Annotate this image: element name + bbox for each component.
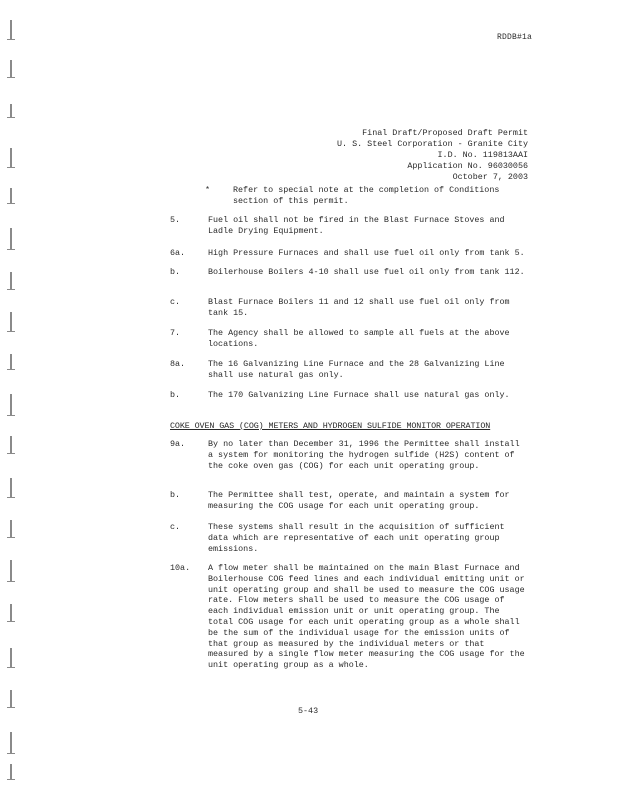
margin-mark bbox=[10, 228, 12, 250]
condition-text: The Permittee shall test, operate, and maintain a system for measuring the COG usage for each unit operating group. bbox=[208, 490, 510, 511]
page-number: 5-43 bbox=[298, 706, 319, 716]
margin-mark bbox=[10, 764, 12, 780]
permit-header bbox=[300, 128, 528, 183]
margin-mark bbox=[10, 648, 12, 668]
condition-number: 6a. bbox=[170, 248, 186, 258]
condition-number: b. bbox=[170, 267, 181, 277]
condition-number: b. bbox=[170, 490, 181, 500]
margin-mark bbox=[10, 272, 12, 290]
margin-mark bbox=[10, 354, 12, 370]
margin-mark bbox=[10, 312, 12, 332]
condition-text: By no later than December 31, 1996 the Permittee shall install a system for monitoring the hydrogen sulfide (H2S) content of the coke oven gas (COG) for each unit operating group. bbox=[208, 439, 520, 471]
margin-mark bbox=[10, 520, 12, 538]
condition-text: Blast Furnace Boilers 11 and 12 shall use fuel oil only from tank 15. bbox=[208, 297, 510, 318]
header-line: October 7, 2003 bbox=[452, 171, 528, 182]
condition-text: High Pressure Furnaces and shall use fuel oil only from tank 5. bbox=[208, 248, 525, 258]
margin-mark bbox=[10, 560, 12, 582]
condition-text: The Agency shall be allowed to sample all fuels at the above locations. bbox=[208, 328, 510, 349]
document-id: RDDB#1a bbox=[497, 33, 533, 42]
margin-mark bbox=[10, 20, 12, 40]
margin-mark bbox=[10, 394, 12, 416]
margin-mark bbox=[10, 690, 12, 708]
condition-number: 8a. bbox=[170, 359, 186, 369]
margin-mark bbox=[10, 732, 12, 754]
condition-number: c. bbox=[170, 297, 181, 307]
condition-number: 5. bbox=[170, 215, 181, 225]
condition-text: The 16 Galvanizing Line Furnace and the 28 Galvanizing Line shall use natural gas only. bbox=[208, 359, 505, 380]
margin-mark bbox=[10, 188, 12, 204]
header-line: I.D. No. 119813AAI bbox=[437, 149, 528, 160]
margin-mark bbox=[10, 478, 12, 498]
condition-text: A flow meter shall be maintained on the main Blast Furnace and Boilerhouse COG feed lines and each individual emitting unit or unit operating group and shall be used to measure the COG usage rate. Flow meters shall be used to measure the COG usage of each individual emission unit or unit operating group. The total COG usage for each unit operating group as a whole shall be the sum of the individual usage for the emission units of that group as measured by the individual meters or that measured by a single flow meter measuring the COG usage for the unit operating group as a whole. bbox=[208, 563, 525, 671]
condition-text: The 170 Galvanizing Line Furnace shall use natural gas only. bbox=[208, 390, 510, 400]
condition-number: c. bbox=[170, 522, 181, 532]
margin-mark bbox=[10, 604, 12, 622]
margin-mark bbox=[10, 148, 12, 168]
condition-text: Fuel oil shall not be fired in the Blast Furnace Stoves and Ladle Drying Equipment. bbox=[208, 215, 505, 236]
header-line: Application No. 96030056 bbox=[407, 160, 528, 171]
condition-number: 10a. bbox=[170, 563, 191, 573]
header-line: U. S. Steel Corporation - Granite City bbox=[337, 138, 528, 149]
condition-number: 9a. bbox=[170, 439, 186, 449]
margin-mark bbox=[10, 436, 12, 454]
note-marker: * bbox=[205, 185, 211, 195]
section-heading: COKE OVEN GAS (COG) METERS AND HYDROGEN SULFIDE MONITOR OPERATION bbox=[170, 421, 491, 431]
condition-number: b. bbox=[170, 390, 181, 400]
left-margin-binding-marks bbox=[6, 20, 22, 780]
note-text: Refer to special note at the completion of Conditions section of this permit. bbox=[233, 185, 500, 206]
margin-mark bbox=[10, 60, 12, 78]
condition-text: These systems shall result in the acquisition of sufficient data which are representative of each unit operating group emissions. bbox=[208, 522, 505, 554]
condition-text: Boilerhouse Boilers 4-10 shall use fuel oil only from tank 112. bbox=[208, 267, 525, 277]
header-line: Final Draft/Proposed Draft Permit bbox=[362, 128, 528, 138]
margin-mark bbox=[10, 104, 12, 118]
condition-number: 7. bbox=[170, 328, 181, 338]
